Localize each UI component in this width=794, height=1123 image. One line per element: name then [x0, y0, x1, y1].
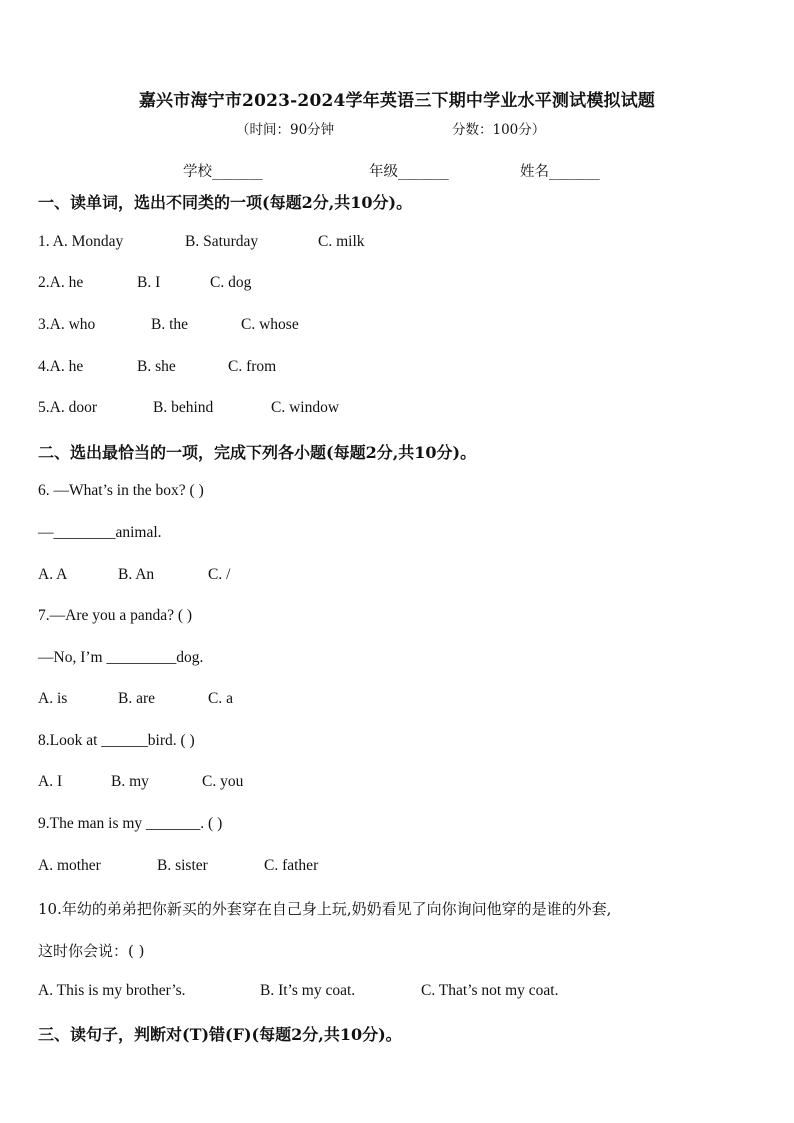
question-7-option-b: B. are [118, 690, 156, 707]
section-1-heading: 一、读单词，选出不同类的一项(每题2分,共10分)。 [38, 193, 413, 212]
question-1-option-c: C. milk [318, 233, 365, 250]
question-6-stem: 6. —What’s in the box? ( ) [38, 482, 204, 499]
question-2-option-c: C. dog [210, 274, 252, 291]
question-8-option-a: A. I [38, 773, 63, 790]
question-2-option-a: 2.A. he [38, 274, 84, 291]
page-title: 嘉兴市海宁市2023-2024学年英语三下期中学业水平测试模拟试题 [138, 91, 656, 111]
question-4-option-b: B. she [137, 358, 176, 375]
question-7-option-a: A. is [38, 690, 68, 707]
question-3-option-c: C. whose [241, 316, 299, 333]
question-6-option-b: B. An [118, 566, 155, 583]
question-3-option-a: 3.A. who [38, 316, 96, 333]
name-field: 姓名_______ [520, 164, 600, 180]
exam-score: 分数：100分） [452, 122, 546, 138]
exam-time: （时间：90分钟 [236, 122, 335, 138]
grade-field: 年级_______ [369, 164, 449, 180]
question-10-option-b: B. It’s my coat. [260, 982, 356, 999]
question-6-option-c: C. / [208, 566, 231, 583]
question-9-option-c: C. father [264, 857, 319, 874]
question-7-option-c: C. a [208, 690, 233, 707]
question-10-stem: 10.年幼的弟弟把你新买的外套穿在自己身上玩,奶奶看见了向你询问他穿的是谁的外套, [38, 900, 612, 918]
question-4-option-c: C. from [228, 358, 277, 375]
question-6-option-a: A. A [38, 566, 68, 583]
question-5-option-b: B. behind [153, 399, 214, 416]
section-2-heading: 二、选出最恰当的一项，完成下列各小题(每题2分,共10分)。 [38, 443, 477, 462]
question-5-option-c: C. window [271, 399, 340, 416]
question-7-stem: 7.—Are you a panda? ( ) [38, 607, 193, 624]
question-8-option-c: C. you [202, 773, 244, 790]
question-9-stem: 9.The man is my _______. ( ) [38, 815, 223, 832]
section-3-heading: 三、读句子，判断对(T)错(F)(每题2分,共10分)。 [38, 1025, 402, 1044]
question-10-option-a: A. This is my brother’s. [38, 982, 186, 999]
question-4-option-a: 4.A. he [38, 358, 84, 375]
question-2-option-b: B. I [137, 274, 161, 291]
question-8-option-b: B. my [111, 773, 149, 790]
question-3-option-b: B. the [151, 316, 189, 333]
question-6-answer-line: —________animal. [38, 524, 162, 541]
question-1-option-b: B. Saturday [185, 233, 259, 250]
question-10-option-c: C. That’s not my coat. [421, 982, 559, 999]
question-7-answer-line: —No, I’m _________dog. [38, 649, 204, 666]
question-9-option-b: B. sister [157, 857, 208, 874]
question-9-option-a: A. mother [38, 857, 101, 874]
question-8-stem: 8.Look at ______bird. ( ) [38, 732, 195, 749]
question-1-option-a: 1. A. Monday [38, 233, 124, 250]
school-field: 学校_______ [183, 164, 263, 180]
question-5-option-a: 5.A. door [38, 399, 97, 416]
question-10-stem-continued: 这时你会说：( ) [38, 942, 145, 960]
